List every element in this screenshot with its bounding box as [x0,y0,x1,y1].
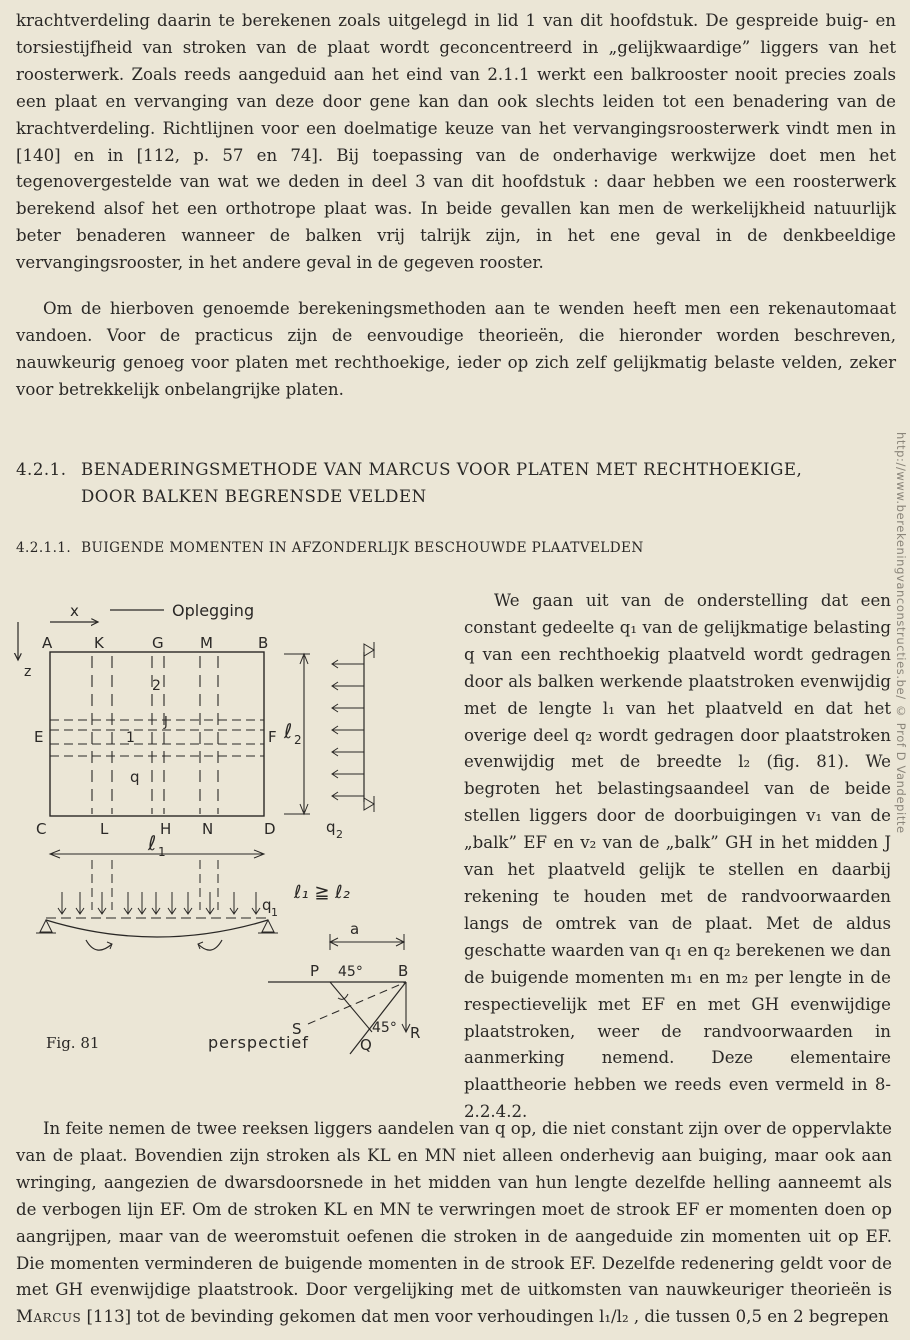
section-heading [16,456,896,510]
corner-d: D [264,820,276,838]
strip-2-label: 2 [152,678,161,694]
point-h: H [160,820,172,838]
load-q-label: q [130,768,140,786]
support-bottom [364,798,374,810]
perspectief-label: perspectief [208,1033,309,1052]
paragraph-3-text: In feite nemen de twee reeksen liggers aandelen van q op, die niet constant zijn over de oppervlakte van de plaat. Bovendien zijn stroken als KL en MN niet alleen onderhevig aan buiging, maar ook aan wringing, aangezien de dwarsdoorsnede in het midden van hun lengte dezelfde helling aanneemt als de verbogen lijn EF. Om de stroken KL en MN te verwringen moet de strook EF er momenten doen op aangrijpen, maar van de weeromstuit oefenen die stroken in de aangeduide zin momenten uit op EF. Die momenten verminderen de buigende momenten in de strook EF. Dezelfde redenering geldt voor de met GH evenwijdige plaatstrook. Door vergelijking met de uitkomsten van nauwkeuriger theorieën is [16,1119,892,1300]
section-title-line2: DOOR BALKEN BEGRENSDE VELDEN [81,487,427,506]
section-number: 4.2.1. [16,460,67,479]
point-j: J [164,715,168,730]
point-r: R [410,1024,421,1042]
point-b-perspective: B [398,962,409,980]
author-marcus: Marcus [16,1307,82,1327]
figure-caption: Fig. 81 [46,1034,100,1052]
corner-c: C [36,820,47,838]
line-sb [308,982,406,1024]
point-f: F [268,728,277,746]
paragraph-3-end: [113] tot de bevinding gekomen dat men voor verhoudingen l₁/l₂ , die tussen 0,5 en 2 begrepen [86,1307,889,1327]
q1-load-arrows [58,892,260,914]
strip-lines-horizontal [50,720,264,756]
moment-arrow-left [86,940,112,950]
point-n: N [202,820,214,838]
corner-a: A [42,634,53,652]
plate-rectangle [50,652,264,816]
deflected-beam [46,920,268,937]
axis-x-label: x [70,602,79,620]
point-k: K [94,634,104,652]
q2-subscript: 2 [336,828,343,841]
angle-45-bottom: 45° [372,1020,397,1036]
point-s: S [292,1020,302,1038]
point-e: E [34,728,44,746]
line-pq [330,982,372,1032]
point-q: Q [360,1036,372,1054]
figure-81 [12,592,458,1062]
right-column-paragraph: We gaan uit van de onderstelling dat een constant gedeelte q₁ van de gelijkmatige belasting q van een rechthoekig plaatveld wordt gedragen door als balken werkende plaatstroken evenwijdig met de lengte l₁ van het plaatveld en dat het overige deel q₂ wordt gedragen door plaatstroken evenwijdig met de breedte l₂ (fig. 81). We begroten het belastingsaandeel van de beide stellen liggers door de doorbuigingen v₁ van de „balk” EF en v₂ van de „balk” GH in het midden J van het plaatveld gelijk te stellen en daarbij rekening te houden met de randvoorwaarden langs de omtrek van de plaat. Met de aldus geschatte waarden van q₁ en q₂ berekenen we dan de buigende momenten m₁ en m₂ per lengte in de respectievelijk met EF en met GH evenwijdige plaatstroken, weer de randvoorwaarden in aanmerking nemend. Deze elementaire plaattheorie hebben we reeds even vermeld in 8-2.2.4.2. [464,591,891,1122]
watermark: http://www.berekeningvanconstructies.be/ © Prof D Vandepitte [894,432,908,834]
paragraph-2 [16,296,896,404]
section-title-line1: BENADERINGSMETHODE VAN MARCUS VOOR PLATEN MET RECHTHOEKIGE, [81,460,803,479]
q1-subscript: 1 [271,906,278,919]
l1-symbol: ℓ [148,831,157,855]
point-g: G [152,634,164,652]
axis-z-label: z [24,664,32,680]
q2-symbol: q [326,818,336,836]
inequality-l1-l2: ℓ₁ ≧ ℓ₂ [294,882,350,903]
paragraph-3 [16,1116,892,1331]
dim-a-label: a [350,920,360,938]
paragraph-2-text: Om de hierboven genoemde berekeningsmethoden aan te wenden heeft men een rekenautomaat vandoen. Voor de practicus zijn de eenvoudige theorieën, die hieronder worden beschreven, nauwkeurig genoeg voor platen met rechthoekige, ieder op zich zelf gelijkmatig belaste velden, zeker voor betrekkelijk onbelangrijke platen. [16,299,896,399]
point-m: M [200,634,213,652]
corner-b: B [258,634,269,652]
strip-projections [92,860,218,910]
subsection-number: 4.2.1.1. [16,540,72,556]
moment-arrow-right [198,940,222,950]
support-top [364,644,374,656]
right-column-text [464,588,891,1126]
q1-symbol: q [262,896,272,914]
point-p: P [310,962,320,980]
edge-bq [350,982,406,1054]
paragraph-1: krachtverdeling daarin te berekenen zoals uitgelegd in lid 1 van dit hoofdstuk. De gespreide buig- en torsiestijfheid van stroken van de plaat wordt geconcentreerd in „gelijkwaardige” liggers van het roosterwerk. Zoals reeds aangeduid aan het eind van 2.1.1 werkt een balkrooster nooit precies zoals een plaat en vervanging van deze door gene kan dan ook slechts leiden tot een benadering van de krachtverdeling. Richtlijnen voor een doelmatige keuze van het vervangingsroosterwerk vindt men in [140] en in [112, p. 57 en 74]. Bij toepassing van de onderhavige werkwijze doet men het tegenovergestelde van wat we deden in deel 3 van dit hoofdstuk : daar hebben we een roosterwerk berekend alsof het een orthotrope plaat was. In beide gevallen kan men de werkelijkheid natuurlijk beter benaderen wanneer de balken vrij talrijk zijn, in het ene geval in de denkbeeldige vervangingsrooster, in het andere geval in de gegeven rooster. [16,11,896,273]
subsection-heading [16,540,644,556]
oplegging-label: Oplegging [172,601,255,620]
l1-subscript: 1 [158,845,166,859]
angle-45-top: 45° [338,964,363,980]
q2-load-arrows [332,660,364,800]
point-l: L [100,820,109,838]
l2-symbol: ℓ [284,719,293,743]
subsection-title: BUIGENDE MOMENTEN IN AFZONDERLIJK BESCHOUWDE PLAATVELDEN [81,540,644,556]
strip-1-label: 1 [126,730,135,746]
l2-subscript: 2 [294,733,302,747]
